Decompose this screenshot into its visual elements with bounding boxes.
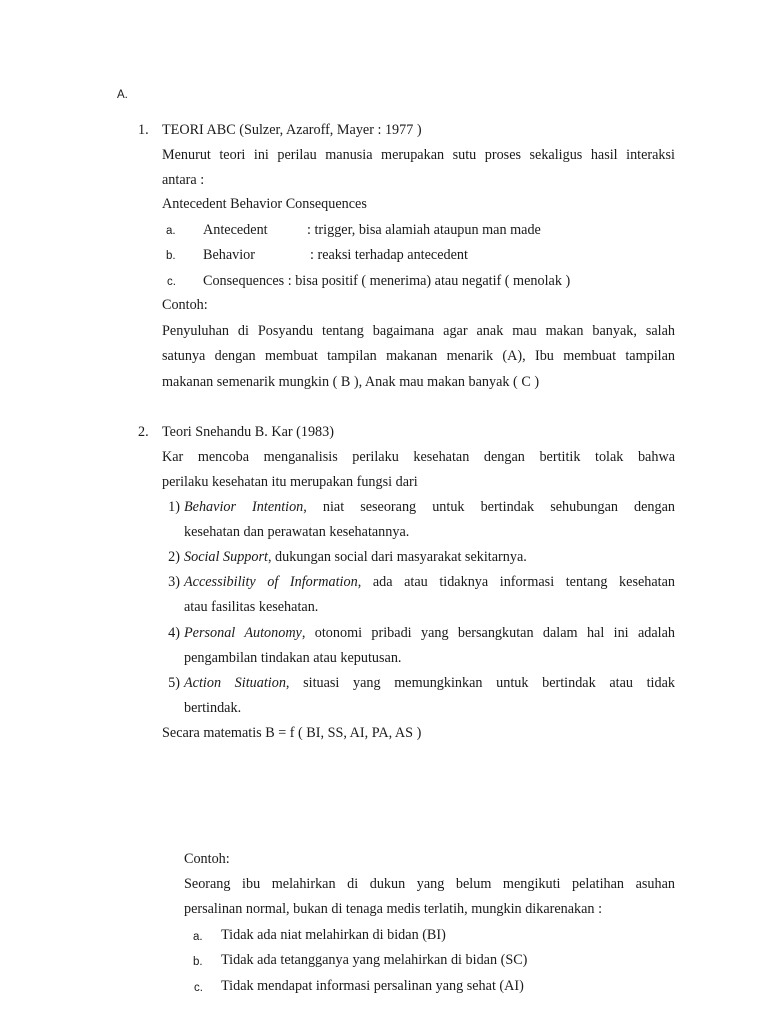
kar-item-marker: 5) bbox=[168, 675, 180, 691]
kar-item-line1 bbox=[184, 498, 675, 516]
kar-item-line2: atau fasilitas kesehatan. bbox=[184, 599, 319, 615]
kar-item-term: Behavior Intention bbox=[184, 499, 304, 515]
kar-item-term: Action Situation bbox=[184, 675, 286, 691]
kar-item-desc: , niat seseorang untuk bertindak sehubungan dengan bbox=[303, 499, 675, 515]
abc-item-marker: c. bbox=[167, 276, 176, 288]
example2-item-text: Tidak mendapat informasi persalinan yang sehat (AI) bbox=[221, 978, 524, 994]
kar-item-desc: , situasi yang memungkinkan untuk bertindak atau tidak bbox=[285, 675, 675, 691]
example2-item-marker: b. bbox=[193, 956, 203, 968]
abc-components: Antecedent Behavior Consequences bbox=[162, 196, 367, 212]
abc-item-desc: : reaksi terhadap antecedent bbox=[310, 247, 468, 263]
abc-item-desc: : trigger, bisa alamiah ataupun man made bbox=[307, 222, 541, 238]
abc-item-term: Consequences : bisa positif ( menerima) atau negatif ( menolak ) bbox=[203, 273, 571, 289]
kar-item-line2: bertindak. bbox=[184, 700, 242, 716]
kar-item-line2: kesehatan dan perawatan kesehatannya. bbox=[184, 524, 410, 540]
section2-intro-line1: Kar mencoba menganalisis perilaku kesehatan dengan bertitik tolak bahwa bbox=[162, 449, 675, 465]
section1-intro-line1: Menurut teori ini perilau manusia merupakan sutu proses sekaligus hasil interaksi bbox=[162, 147, 675, 163]
section1-intro-line2: antara : bbox=[162, 172, 205, 188]
section1-number: 1. bbox=[138, 122, 149, 138]
kar-item-line1 bbox=[184, 548, 527, 566]
kar-item-line1 bbox=[184, 674, 675, 692]
kar-item-marker: 4) bbox=[168, 625, 180, 641]
contoh-label: Contoh: bbox=[184, 851, 230, 867]
example2-item-text: Tidak ada tetangganya yang melahirkan di bidan (SC) bbox=[221, 952, 528, 968]
section1-title: TEORI ABC (Sulzer, Azaroff, Mayer : 1977 ) bbox=[162, 122, 422, 138]
kar-item-line1 bbox=[184, 573, 675, 591]
section2-intro-line2: perilaku kesehatan itu merupakan fungsi dari bbox=[162, 474, 418, 490]
kar-item-term: Social Support bbox=[184, 549, 268, 565]
abc-item-term: Antecedent bbox=[203, 222, 268, 238]
abc-item-marker: b. bbox=[166, 250, 176, 262]
example1-line1: Penyuluhan di Posyandu tentang bagaimana agar anak mau makan banyak, salah bbox=[162, 323, 675, 339]
abc-item-marker: a. bbox=[166, 225, 176, 237]
example2-line1: Seorang ibu melahirkan di dukun yang belum mengikuti pelatihan asuhan bbox=[184, 876, 675, 892]
kar-item-desc: , ada atau tidaknya informasi tentang kesehatan bbox=[357, 574, 675, 590]
kar-item-marker: 2) bbox=[168, 549, 180, 565]
example2-item-marker: a. bbox=[193, 931, 203, 943]
kar-item-desc: , otonomi pribadi yang bersangkutan dalam hal ini adalah bbox=[301, 625, 675, 641]
example1-line2: satunya dengan membuat tampilan makanan menarik (A), Ibu membuat tampilan bbox=[162, 348, 675, 364]
section2-title: Teori Snehandu B. Kar (1983) bbox=[162, 424, 334, 440]
kar-item-line1 bbox=[184, 624, 675, 642]
kar-item-desc: , dukungan social dari masyarakat sekitarnya. bbox=[267, 549, 527, 565]
example2-item-text: Tidak ada niat melahirkan di bidan (BI) bbox=[221, 927, 446, 943]
kar-item-marker: 3) bbox=[168, 574, 180, 590]
contoh-label: Contoh: bbox=[162, 297, 208, 313]
formula: Secara matematis B = f ( BI, SS, AI, PA, AS ) bbox=[162, 725, 422, 741]
example1-line3: makanan semenarik mungkin ( B ), Anak mau makan banyak ( C ) bbox=[162, 374, 540, 390]
section2-number: 2. bbox=[138, 424, 149, 440]
example2-line2: persalinan normal, bukan di tenaga medis terlatih, mungkin dikarenakan : bbox=[184, 901, 603, 917]
kar-item-term: Accessibility of Information bbox=[184, 574, 358, 590]
example2-item-marker: c. bbox=[194, 982, 203, 994]
abc-item-term: Behavior bbox=[203, 247, 256, 263]
kar-item-marker: 1) bbox=[168, 499, 180, 515]
kar-item-line2: pengambilan tindakan atau keputusan. bbox=[184, 650, 402, 666]
section-heading-a: A. bbox=[117, 89, 128, 101]
kar-item-term: Personal Autonomy bbox=[184, 625, 302, 641]
